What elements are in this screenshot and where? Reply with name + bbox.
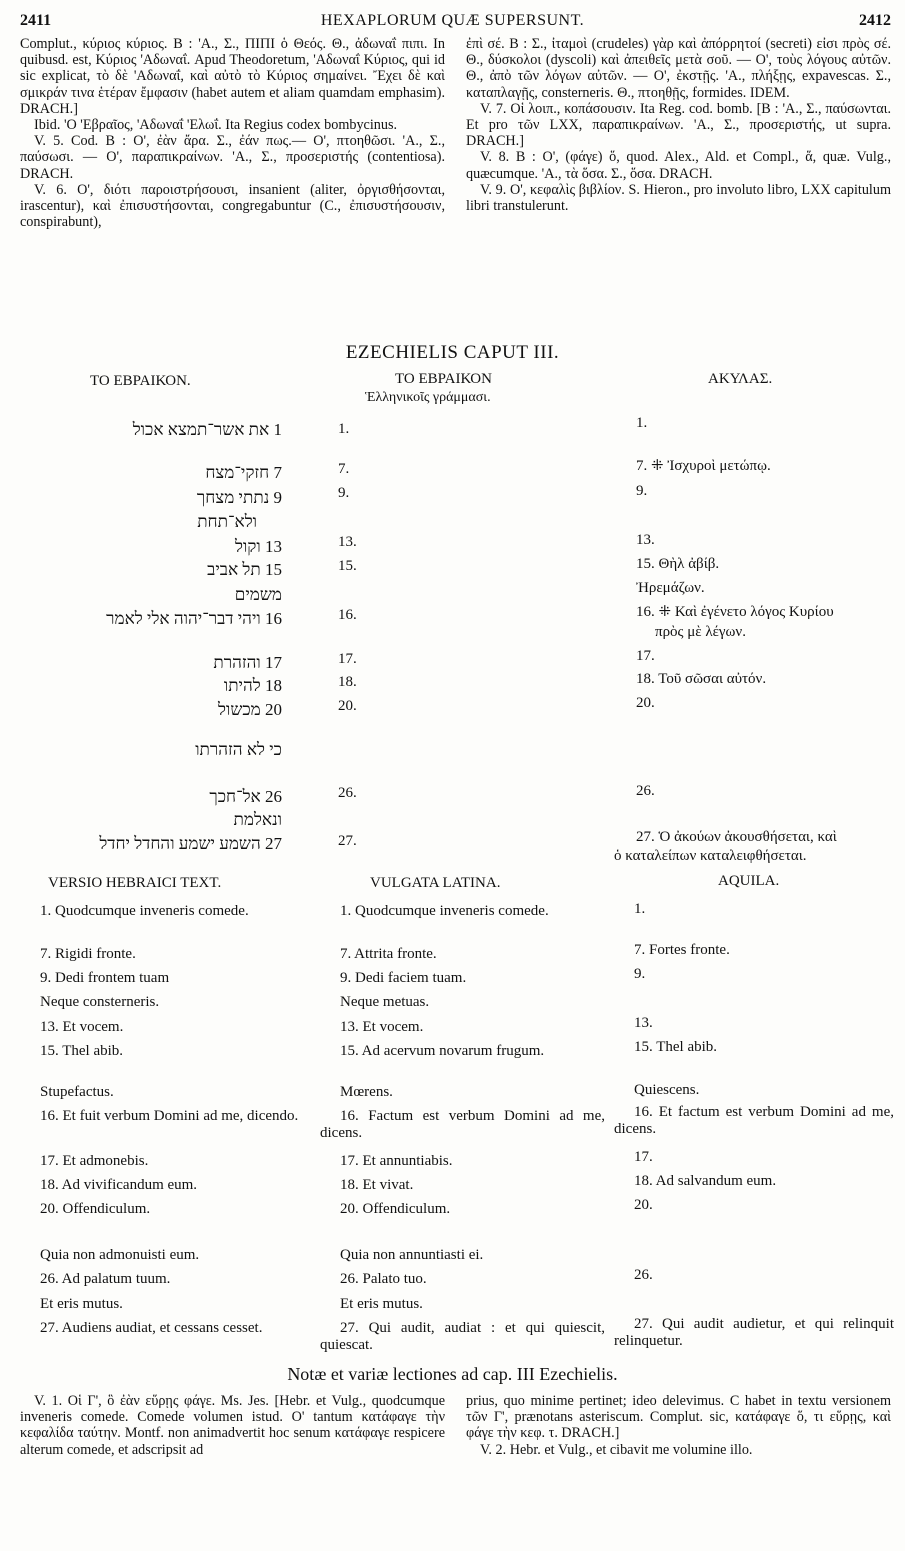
verse-number: 17. [338,651,357,667]
notes-right [466,1393,891,1533]
vulgata-verse: Et eris mutus. [340,1296,423,1312]
aquila-verse: 16. ⁜ Καὶ ἐγένετο λόγος Κυρίου [636,604,834,620]
versio-verse: 26. Ad palatum tuum. [40,1271,171,1287]
versio-verse: 7. Rigidi fronte. [40,946,136,962]
verse-number: 7. [338,461,350,477]
hebrew-verse: 7 חזקי־מצח [205,463,282,482]
aquila-latin-verse: 9. [634,966,646,982]
vulgata-verse: 20. Offendiculum. [340,1201,451,1217]
vulgata-verse: 1. Quodcumque inveneris comede. [340,903,549,919]
top-right-notes [466,36,891,336]
versio-verse: 9. Dedi frontem tuam [40,970,170,986]
note-paragraph: V. 6. O', διότι παροιστρήσουσι, insanient (aliter, ὀργισθήσονται, irascentur), καὶ ἐπισυστήσονται, congregabuntur (C., ἐπισυστήσουσιν, conspirabunt), [20,181,445,231]
hebrew-verse: 15 תל אביב [207,560,282,579]
verse-number: 9. [338,485,350,501]
aquila-verse: 17. [636,648,655,664]
hebrew-verse: 16 ויהי דבר־יהוה אלי לאמר [106,609,282,628]
verse-number: 27. [338,833,357,849]
aquila-latin-verse: 7. Fortes fronte. [634,942,730,958]
versio-verse: 20. Offendiculum. [40,1201,151,1217]
versio-verse: 17. Et admonebis. [40,1153,149,1169]
aquila-latin-verse: 15. Thel abib. [634,1039,718,1055]
vulgata-verse: 16. Factum est verbum Domini ad me, dicens. [320,1108,605,1141]
note-paragraph: V. 2. Hebr. et Vulg., et cibavit me volumine illo. [480,1441,753,1458]
aquila-latin-verse: Quiescens. [634,1082,700,1098]
verse-number: 1. [338,421,350,437]
column-header-versio: VERSIO HEBRAICI TEXT. [48,875,222,891]
hebrew-verse: כי לא הזהרתו [195,740,282,759]
aquila-latin-verse: 27. Qui audit audietur, et qui relinquit relinquetur. [614,1316,894,1349]
page-number-left: 2411 [20,12,52,29]
column-header-greek-letters: ΤΟ ΕΒΡΑΙΚΟΝ [395,371,492,387]
hebrew-verse: 20 מכשול [218,700,282,719]
hebrew-verse: 13 וקול [235,537,282,556]
versio-verse: Quia non admonuisti eum. [40,1247,200,1263]
aquila-latin-verse: 13. [634,1015,653,1031]
chapter-title: EZECHIELIS CAPUT III. [345,342,560,363]
hebrew-verse: 18 להיתו [223,676,282,695]
verse-number: 20. [338,698,357,714]
note-paragraph: V. 5. Cod. B : O', ἐὰν ἄρα. Σ., ἐάν πως.— O', πτοηθῶσι. 'A., Σ., παύσωσι. — O', παραπικραίνων. 'A., Σ., προσεριστής (contentiosa). DRACH. [20,133,445,182]
hebrew-verse: 9 נתתי מצחך [196,488,282,507]
column-header-aquila-latin: AQUILA. [718,873,780,889]
notes-title: Notæ et variæ lectiones ad cap. III Ezechielis. [287,1364,618,1384]
aquila-latin-verse: 18. Ad salvandum eum. [634,1173,777,1189]
column-header-vulgata: VULGATA LATINA. [370,875,501,891]
hebrew-verse: ולא־תחת [197,512,257,531]
verse-number: 16. [338,607,357,623]
aquila-verse: 20. [636,695,655,711]
aquila-verse: 27. Ὁ ἀκούων ἀκουσθήσεται, καὶ [636,829,837,845]
vulgata-verse: 7. Attrita fronte. [340,946,437,962]
hebrew-verse: 1 את אשר־תמצא אכול [132,420,282,439]
aquila-verse-continued: ὁ καταλείπων καταλειφθήσεται. [614,848,807,864]
aquila-latin-verse: 26. [634,1267,653,1283]
vulgata-verse: 9. Dedi faciem tuam. [340,970,467,986]
versio-verse: 13. Et vocem. [40,1019,124,1035]
verse-number: 26. [338,785,357,801]
versio-verse: 18. Ad vivificandum eum. [40,1177,198,1193]
note-paragraph: Ibid. 'Ο 'Εβραῖος, 'Αδωναΐ 'Ελωΐ. Ita Regius codex bombycinus. [34,117,398,134]
aquila-latin-verse: 17. [634,1149,653,1165]
note-paragraph: V. 8. B : O', (φάγε) ὅ, quod. Alex., Ald. et Compl., ἅ, quæ. Vulg., quæcumque. 'A., τὰ ὅσα. Σ., ὅσα. DRACH. [466,149,891,182]
vulgata-verse: 13. Et vocem. [340,1019,424,1035]
hebrew-verse: ונאלמת [233,810,282,829]
aquila-verse: 7. ⁜ Ἰσχυροὶ μετώπῳ. [636,458,771,474]
aquila-latin-verse: 1. [634,901,646,917]
vulgata-verse: Quia non annuntiasti ei. [340,1247,484,1263]
vulgata-verse: Neque metuas. [340,994,430,1010]
vulgata-verse: 26. Palato tuo. [340,1271,427,1287]
column-header-hebrew: ΤΟ ΕΒΡΑΙΚΟΝ. [90,373,191,389]
aquila-verse: 1. [636,415,648,431]
aquila-latin-verse: 16. Et factum est verbum Domini ad me, dicens. [614,1104,894,1137]
note-paragraph: prius, quo minime pertinet; ideo delevimus. C habet in textu versionem τῶν Γ', prænotans asteriscum. Complut. sic, κατάφαγε ὅ, τι εὕρῃς, καὶ φάγε τὴν κεφ. τ. DRACH.] [466,1393,891,1442]
hebrew-verse: 26 אל־חכך [209,787,282,806]
vulgata-verse: 18. Et vivat. [340,1177,414,1193]
versio-verse: 16. Et fuit verbum Domini ad me, dicendo. [40,1108,299,1124]
vulgata-verse: 15. Ad acervum novarum frugum. [340,1043,545,1059]
vulgata-verse: 27. Qui audit, audiat : et qui quiescit, quiescat. [320,1320,605,1353]
note-paragraph: Complut., κύριος κύριος. B : 'A., Σ., ΠΙΠΙ ὁ Θεός. Θ., ἀδωναΐ πιπι. In quibusd. est, Κύριος 'Αδωναΐ. Apud Theodoretum, 'Αδωναΐ Κύριος, qui id sic explicat, τὸ δὲ 'Αδωναΐ, καὶ αὐτὸ τὸ Κύριος σημαίνει. Ἔχει δὲ καὶ σμικράν τινα ἑτέραν ἔμφασιν (habet autem et aliam quamdam emphasim). DRACH.] [20,36,445,117]
aquila-verse: Ἠρεμάζων. [636,580,705,596]
column-header-aquila: ΑΚΥΛΑΣ. [708,371,773,387]
aquila-verse: 15. Θὴλ ἀβίβ. [636,556,720,572]
versio-verse: Neque consterneris. [40,994,160,1010]
running-title: HEXAPLORUM QUÆ SUPERSUNT. [320,12,585,29]
vulgata-verse: 17. Et annuntiabis. [340,1153,453,1169]
verse-number: 13. [338,534,357,550]
versio-verse: 1. Quodcumque inveneris comede. [40,903,249,919]
versio-verse: Stupefactus. [40,1084,114,1100]
verse-number: 18. [338,674,357,690]
versio-verse: Et eris mutus. [40,1296,123,1312]
verse-number: 15. [338,558,357,574]
versio-verse: 15. Thel abib. [40,1043,124,1059]
column-subheader-greek-letters: Ἑλληνικοῖς γράμμασι. [365,390,491,405]
hebrew-verse: 17 והזהרת [213,653,282,672]
top-left-notes [20,36,445,336]
note-paragraph: V. 7. Οἱ λοιπ., κοπάσουσιν. Ita Reg. cod. bomb. [B : 'A., Σ., παύσωνται. Et pro τῶν LXX, παραπικραίνων. 'A., Σ., προσεριστής, ut supra. DRACH.] [466,100,891,150]
page-number-right: 2412 [859,12,891,29]
aquila-verse: 26. [636,783,655,799]
note-paragraph: ἐπὶ σέ. B : Σ., ἰταμοὶ (crudeles) γὰρ καὶ ἀπόρρητοί (secreti) εἰσι πρὸς σέ. Θ., δύσκολοι (dyscoli) καὶ ἀπειθεῖς μετὰ σοῦ. — O', τοὺς λόγους αὐτῶν. Θ., ἀπὸ τῶν λόγων αὐτῶν. — O', ἐκστῇς. 'A., πλήξῃς, expavescas. Σ., καταπλαγῇς, consterneris. Θ., πτοηθῇς, formides. IDEM. [466,36,891,101]
aquila-verse: 13. [636,532,655,548]
aquila-verse: 9. [636,483,648,499]
aquila-verse-continued: πρὸς μὲ λέγων. [655,624,746,640]
note-paragraph: V. 9. O', κεφαλὶς βιβλίον. S. Hieron., pro involuto libro, LXX capitulum libri transtulerunt. [466,181,891,215]
versio-verse: 27. Audiens audiat, et cessans cesset. [40,1320,263,1336]
hebrew-verse: 27 השמע ישמע והחדל יחדל [99,834,282,853]
aquila-latin-verse: 20. [634,1197,653,1213]
notes-left: V. 1. Οἱ Γ', ὃ ἐὰν εὕρῃς φάγε. Ms. Jes. [Hebr. et Vulg., quodcumque inveneris comede. Comede volumen istud. O' tantum κατάφαγε τὴν κεφαλίδα ταύτην. Montf. non animadvertit hoc senum κατάφαγε respicere alterum comede, et adscripsit ad [20,1393,445,1458]
aquila-verse: 18. Τοῦ σῶσαι αὐτόν. [636,671,767,687]
vulgata-verse: Mœrens. [340,1084,393,1100]
hebrew-verse: משמים [234,585,282,604]
